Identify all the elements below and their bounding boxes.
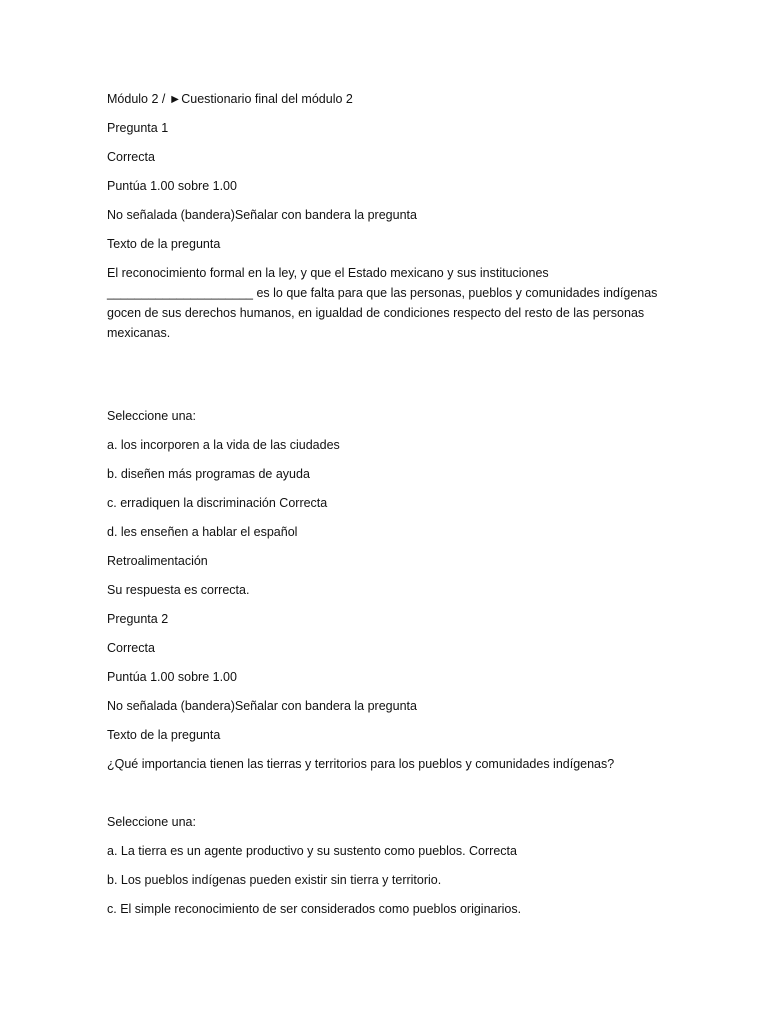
question-2-select-label: Seleccione una: [107,815,196,829]
question-1-select-label: Seleccione una: [107,409,196,423]
question-1-score: Puntúa 1.00 sobre 1.00 [107,179,237,193]
question-2-title: Pregunta 2 [107,612,169,626]
question-2-status: Correcta [107,641,155,655]
question-1-option-d: d. les enseñen a hablar el español [107,525,298,539]
question-2-option-b: b. Los pueblos indígenas pueden existir sin tierra y territorio. [107,873,442,887]
question-2-flag: No señalada (bandera)Señalar con bandera la pregunta [107,699,417,713]
question-2-text-label: Texto de la pregunta [107,728,221,742]
question-1-option-c: c. erradiquen la discriminación Correcta [107,496,328,510]
question-1-title: Pregunta 1 [107,121,169,135]
question-2-option-a: a. La tierra es un agente productivo y su sustento como pueblos. Correcta [107,844,517,858]
question-2-text: ¿Qué importancia tienen las tierras y territorios para los pueblos y comunidades indígenas? [107,757,615,771]
question-1-flag: No señalada (bandera)Señalar con bandera la pregunta [107,208,417,222]
question-1-status: Correcta [107,150,155,164]
question-1-text-label: Texto de la pregunta [107,237,221,251]
question-1-feedback: Su respuesta es correcta. [107,583,250,597]
question-1-feedback-label: Retroalimentación [107,554,208,568]
breadcrumb: Módulo 2 / ►Cuestionario final del módulo 2 [107,92,353,106]
document-page [107,89,667,919]
question-1-option-b: b. diseñen más programas de ayuda [107,467,310,481]
question-2-option-c: c. El simple reconocimiento de ser considerados como pueblos originarios. [107,902,522,916]
question-1-option-a: a. los incorporen a la vida de las ciudades [107,438,340,452]
question-1-text: El reconocimiento formal en la ley, y que el Estado mexicano y sus instituciones _____________________ es lo que falta para que las personas, pueblos y comunidades indígenas gocen de sus derechos humanos, en igualdad de condiciones respecto del resto de las personas mexicanas. [107,266,658,340]
question-2-score: Puntúa 1.00 sobre 1.00 [107,670,237,684]
